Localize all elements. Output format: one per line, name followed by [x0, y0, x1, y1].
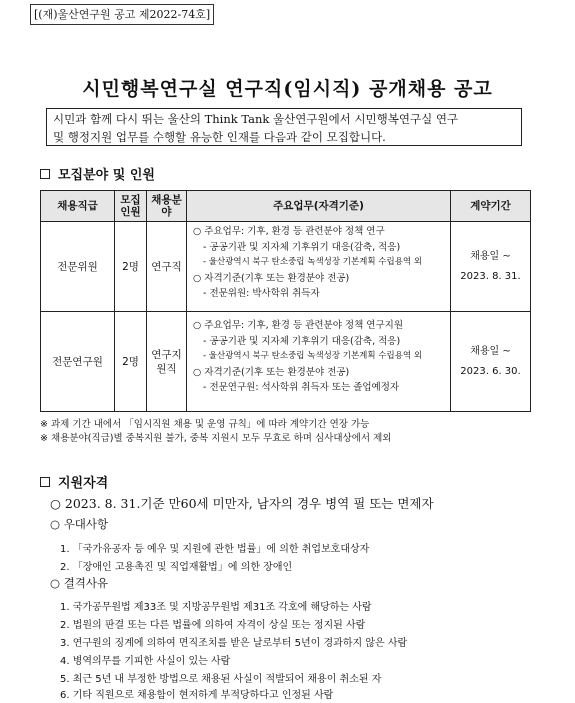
table-row: [41, 312, 531, 412]
duty-line: - 공공기관 및 지자체 기후위기 대응(감축, 적응): [203, 335, 401, 347]
cell-field: 연구지원직: [147, 312, 187, 412]
note-line: ※ 과제 기간 내에서 「임시직원 채용 및 운영 규칙」에 따라 계약기간 연장 가능: [40, 419, 370, 430]
duty-line: ○ 자격기준(기후 또는 환경분야 전공): [193, 366, 350, 378]
header-count: 모집인원: [115, 191, 147, 222]
note-line: ※ 채용분야(직급)별 중복지원 불가, 중복 지원시 모두 무효로 하며 심사대상에서 제외: [40, 433, 392, 444]
cell-field: 연구직: [147, 222, 187, 312]
list-item: 2. 「장애인 고용촉진 및 직업재활법」에 의한 장애인: [60, 562, 293, 573]
duty-line: - 공공기관 및 지자체 기후위기 대응(감축, 적응): [203, 241, 401, 253]
duty-line: - 전문위원: 박사학위 취득자: [203, 288, 320, 299]
duty-line: - 울산광역시 북구 탄소중립 녹색성장 기본계획 수립용역 외: [203, 351, 423, 361]
cell-period: [451, 222, 531, 312]
list-item: 6. 기타 직원으로 채용함이 현저하게 부적당하다고 인정된 사람: [60, 690, 334, 701]
table-header-row: [41, 191, 531, 222]
recruit-table: [40, 190, 531, 412]
duty-line: ○ 주요업무: 기후, 환경 등 관련분야 정책 연구: [193, 226, 385, 237]
cell-duties: [187, 222, 451, 312]
period-start: 채용일 ~: [470, 250, 511, 262]
list-item: 4. 병역의무를 기피한 사실이 있는 사람: [60, 656, 231, 667]
header-duties: 주요업무(자격기준): [187, 191, 451, 222]
cell-count: 2명: [115, 312, 147, 412]
section-heading-recruit: [40, 164, 155, 183]
header-period: 계약기간: [451, 191, 531, 222]
list-item: 1. 「국가유공자 등 예우 및 지원에 관한 법률」에 의한 취업보호대상자: [60, 544, 370, 555]
preference-title: ○ 우대사항: [50, 517, 109, 531]
header-field: 채용분야: [147, 191, 187, 222]
period-end: 2023. 6. 30.: [460, 365, 521, 377]
section-heading-text: 지원자격: [58, 476, 109, 491]
checkbox-square-icon: [40, 477, 50, 487]
intro-box: [46, 108, 522, 146]
intro-line: 시민과 함께 다시 뛰는 울산의 Think Tank 울산연구원에서 시민행복연구실 연구: [53, 112, 459, 126]
duty-line: ○ 자격기준(기후 또는 환경분야 전공): [193, 272, 350, 284]
cell-duties: [187, 312, 451, 412]
period-start: 채용일 ~: [470, 345, 511, 357]
notes: [40, 418, 391, 446]
section-heading-text: 모집분야 및 인원: [58, 168, 155, 183]
qual-main: ○ 2023. 8. 31.기준 만60세 미만자, 남자의 경우 병역 필 또는 면제자: [50, 496, 434, 511]
duty-line: ○ 주요업무: 기후, 환경 등 관련분야 정책 연구지원: [193, 320, 404, 331]
table-row: [41, 222, 531, 312]
period-end: 2023. 8. 31.: [460, 270, 521, 282]
list-item: 3. 연구원의 징계에 의하여 면직조치를 받은 날로부터 5년이 경과하지 않은 사람: [60, 638, 408, 649]
notice-number: [(재)울산연구원 공고 제2022-74호]: [30, 4, 214, 25]
intro-line: 및 행정지원 업무를 수행할 유능한 인재를 다음과 같이 모집합니다.: [53, 130, 386, 144]
cell-count: 2명: [115, 222, 147, 312]
cell-job: 전문위원: [41, 222, 115, 312]
duty-line: - 울산광역시 북구 탄소중립 녹색성장 기본계획 수립용역 외: [203, 257, 423, 267]
page-title: 시민행복연구실 연구직(임시직) 공개채용 공고: [82, 78, 493, 100]
cell-period: [451, 312, 531, 412]
duty-line: - 전문연구원: 석사학위 취득자 또는 졸업예정자: [203, 382, 400, 393]
section-heading-qual: [40, 472, 108, 491]
list-item: 1. 국가공무원법 제33조 및 지방공무원법 제31조 각호에 해당하는 사람: [60, 602, 372, 613]
checkbox-square-icon: [40, 169, 50, 179]
list-item: 5. 최근 5년 내 부정한 방법으로 채용된 사실이 적발되어 채용이 취소된 자: [60, 674, 382, 685]
cell-job: 전문연구원: [41, 312, 115, 412]
list-item: 2. 법원의 판결 또는 다른 법률에 의하여 자격이 상실 또는 정지된 사람: [60, 620, 366, 631]
header-job: 채용직급: [41, 191, 115, 222]
disqual-title: ○ 결격사유: [50, 576, 109, 590]
